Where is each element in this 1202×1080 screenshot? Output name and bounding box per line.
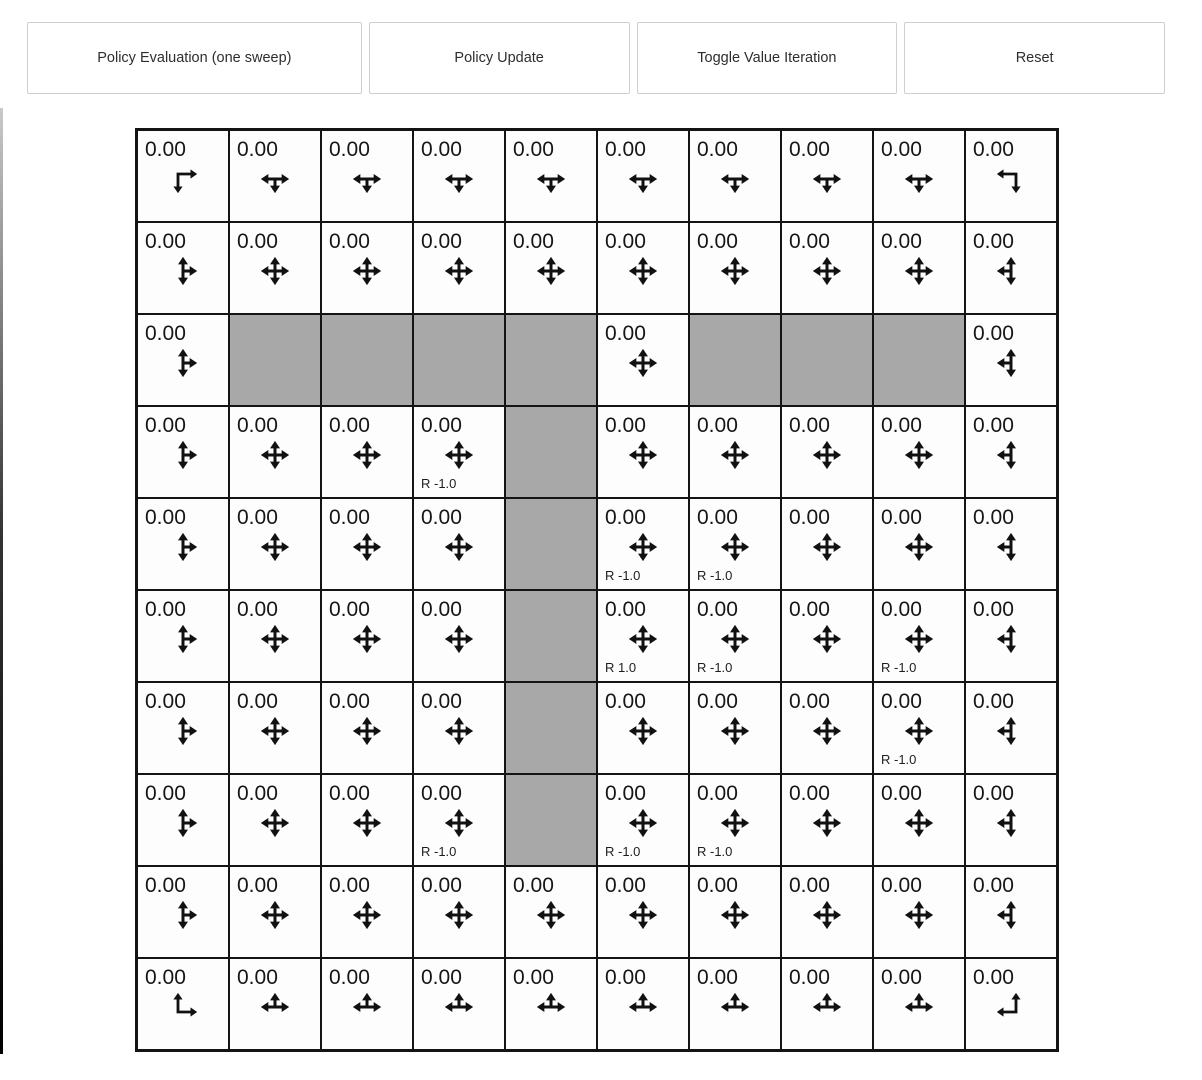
cell-value: 0.00 xyxy=(513,966,554,989)
policy-arrow-icon xyxy=(720,716,750,746)
cell-value: 0.00 xyxy=(881,598,922,621)
policy-arrow-icon xyxy=(536,164,566,194)
cell-value: 0.00 xyxy=(329,690,370,713)
policy-arrow-icon xyxy=(168,992,198,1022)
grid-cell xyxy=(137,314,229,406)
policy-arrow-icon xyxy=(352,440,382,470)
grid-cell xyxy=(781,958,873,1050)
policy-arrow-icon xyxy=(168,808,198,838)
cell-value: 0.00 xyxy=(881,138,922,161)
cell-value: 0.00 xyxy=(421,506,462,529)
cell-value: 0.00 xyxy=(973,598,1014,621)
grid-cell xyxy=(781,406,873,498)
grid-cell xyxy=(137,498,229,590)
grid-cell xyxy=(321,958,413,1050)
grid-cell xyxy=(413,958,505,1050)
cell-value: 0.00 xyxy=(881,966,922,989)
grid-cell xyxy=(689,682,781,774)
cell-value: 0.00 xyxy=(421,782,462,805)
wall-cell xyxy=(505,590,597,682)
grid-cell xyxy=(781,682,873,774)
policy-arrow-icon xyxy=(444,256,474,286)
grid-cell xyxy=(597,406,689,498)
policy-arrow-icon xyxy=(904,624,934,654)
grid-cell xyxy=(413,774,505,866)
policy-arrow-icon xyxy=(996,992,1026,1022)
grid-cell xyxy=(965,774,1057,866)
cell-value: 0.00 xyxy=(697,874,738,897)
cell-value: 0.00 xyxy=(329,874,370,897)
cell-value: 0.00 xyxy=(973,138,1014,161)
grid-cell xyxy=(873,958,965,1050)
cell-value: 0.00 xyxy=(605,138,646,161)
grid-cell xyxy=(597,590,689,682)
policy-arrow-icon xyxy=(720,624,750,654)
grid-cell xyxy=(597,682,689,774)
policy-arrow-icon xyxy=(444,532,474,562)
wall-cell xyxy=(505,774,597,866)
wall-cell xyxy=(505,498,597,590)
policy-arrow-icon xyxy=(812,532,842,562)
cell-value: 0.00 xyxy=(789,874,830,897)
grid-cell xyxy=(597,774,689,866)
wall-cell xyxy=(413,314,505,406)
cell-value: 0.00 xyxy=(697,506,738,529)
grid-cell xyxy=(229,774,321,866)
cell-value: 0.00 xyxy=(145,874,186,897)
policy-arrow-icon xyxy=(720,256,750,286)
cell-value: 0.00 xyxy=(329,782,370,805)
cell-value: 0.00 xyxy=(145,598,186,621)
cell-value: 0.00 xyxy=(973,322,1014,345)
cell-value: 0.00 xyxy=(329,230,370,253)
grid-cell xyxy=(597,314,689,406)
cell-value: 0.00 xyxy=(145,782,186,805)
policy-arrow-icon xyxy=(996,532,1026,562)
cell-value: 0.00 xyxy=(421,690,462,713)
policy-arrow-icon xyxy=(628,716,658,746)
policy-arrow-icon xyxy=(352,164,382,194)
cell-value: 0.00 xyxy=(237,506,278,529)
grid-cell xyxy=(781,130,873,222)
toolbar xyxy=(27,22,1165,94)
cell-value: 0.00 xyxy=(329,506,370,529)
cell-value: 0.00 xyxy=(789,414,830,437)
cell-value: 0.00 xyxy=(973,782,1014,805)
grid-cell xyxy=(229,866,321,958)
policy-arrow-icon xyxy=(444,992,474,1022)
policy-arrow-icon xyxy=(996,440,1026,470)
cell-reward: R -1.0 xyxy=(697,660,733,675)
cell-value: 0.00 xyxy=(421,598,462,621)
policy-arrow-icon xyxy=(444,900,474,930)
policy-arrow-icon xyxy=(168,348,198,378)
policy-arrow-icon xyxy=(260,164,290,194)
cell-value: 0.00 xyxy=(789,138,830,161)
policy-arrow-icon xyxy=(996,256,1026,286)
grid-cell xyxy=(137,130,229,222)
cell-value: 0.00 xyxy=(697,782,738,805)
grid-cell xyxy=(873,866,965,958)
policy-arrow-icon xyxy=(720,440,750,470)
cell-value: 0.00 xyxy=(973,874,1014,897)
grid-cell xyxy=(597,958,689,1050)
cell-value: 0.00 xyxy=(697,598,738,621)
grid-cell xyxy=(505,222,597,314)
gridworld-grid xyxy=(135,128,1059,1052)
grid-cell xyxy=(965,222,1057,314)
cell-value: 0.00 xyxy=(329,598,370,621)
policy-update-button[interactable]: Policy Update xyxy=(369,22,630,94)
policy-arrow-icon xyxy=(168,164,198,194)
grid-cell xyxy=(965,314,1057,406)
grid-cell xyxy=(873,406,965,498)
cell-reward: R -1.0 xyxy=(881,752,917,767)
grid-cell xyxy=(597,498,689,590)
policy-arrow-icon xyxy=(536,992,566,1022)
grid-cell xyxy=(229,958,321,1050)
cell-value: 0.00 xyxy=(697,690,738,713)
grid-cell xyxy=(781,222,873,314)
policy-arrow-icon xyxy=(444,164,474,194)
cell-value: 0.00 xyxy=(237,598,278,621)
grid-cell xyxy=(137,406,229,498)
grid-cell xyxy=(689,590,781,682)
policy-arrow-icon xyxy=(904,900,934,930)
cell-value: 0.00 xyxy=(605,782,646,805)
cell-value: 0.00 xyxy=(881,230,922,253)
reset-button[interactable]: Reset xyxy=(904,22,1165,94)
wall-cell xyxy=(781,314,873,406)
cell-value: 0.00 xyxy=(605,506,646,529)
policy-arrow-icon xyxy=(352,808,382,838)
cell-value: 0.00 xyxy=(237,230,278,253)
policy-arrow-icon xyxy=(260,808,290,838)
policy-arrow-icon xyxy=(444,624,474,654)
policy-arrow-icon xyxy=(904,716,934,746)
policy-arrow-icon xyxy=(720,164,750,194)
policy-arrow-icon xyxy=(812,808,842,838)
cell-value: 0.00 xyxy=(145,230,186,253)
cell-value: 0.00 xyxy=(973,414,1014,437)
cell-value: 0.00 xyxy=(237,690,278,713)
policy-arrow-icon xyxy=(628,624,658,654)
grid-cell xyxy=(965,682,1057,774)
grid-cell xyxy=(321,866,413,958)
policy-arrow-icon xyxy=(260,532,290,562)
cell-value: 0.00 xyxy=(881,506,922,529)
cell-reward: R -1.0 xyxy=(697,568,733,583)
policy-arrow-icon xyxy=(904,808,934,838)
grid-cell xyxy=(965,958,1057,1050)
policy-arrow-icon xyxy=(812,164,842,194)
wall-cell xyxy=(689,314,781,406)
policy-arrow-icon xyxy=(904,256,934,286)
grid-cell xyxy=(597,866,689,958)
policy-arrow-icon xyxy=(444,440,474,470)
policy-arrow-icon xyxy=(260,900,290,930)
cell-value: 0.00 xyxy=(881,874,922,897)
grid-cell xyxy=(689,406,781,498)
grid-cell xyxy=(321,130,413,222)
cell-value: 0.00 xyxy=(789,782,830,805)
cell-value: 0.00 xyxy=(145,322,186,345)
policy-arrow-icon xyxy=(812,256,842,286)
cell-value: 0.00 xyxy=(789,230,830,253)
grid-cell xyxy=(505,866,597,958)
policy-arrow-icon xyxy=(996,900,1026,930)
grid-cell xyxy=(689,222,781,314)
cell-value: 0.00 xyxy=(421,230,462,253)
grid-cell xyxy=(689,774,781,866)
canvas-left-edge xyxy=(0,108,3,1054)
toggle-value-iteration-button[interactable]: Toggle Value Iteration xyxy=(637,22,898,94)
grid-cell xyxy=(229,130,321,222)
grid-cell xyxy=(965,498,1057,590)
grid-cell xyxy=(873,498,965,590)
cell-value: 0.00 xyxy=(237,138,278,161)
cell-value: 0.00 xyxy=(973,506,1014,529)
cell-value: 0.00 xyxy=(329,138,370,161)
policy-arrow-icon xyxy=(812,440,842,470)
grid-cell xyxy=(873,774,965,866)
grid-cell xyxy=(137,682,229,774)
cell-value: 0.00 xyxy=(973,230,1014,253)
grid-cell xyxy=(137,866,229,958)
policy-arrow-icon xyxy=(628,256,658,286)
cell-value: 0.00 xyxy=(237,874,278,897)
policy-arrow-icon xyxy=(536,256,566,286)
cell-value: 0.00 xyxy=(513,138,554,161)
policy-arrow-icon xyxy=(812,624,842,654)
policy-arrow-icon xyxy=(812,900,842,930)
cell-value: 0.00 xyxy=(421,138,462,161)
policy-arrow-icon xyxy=(352,900,382,930)
grid-cell xyxy=(689,866,781,958)
cell-reward: R -1.0 xyxy=(605,844,641,859)
grid-cell xyxy=(229,682,321,774)
cell-value: 0.00 xyxy=(605,966,646,989)
policy-arrow-icon xyxy=(628,900,658,930)
grid-cell xyxy=(781,590,873,682)
policy-arrow-icon xyxy=(352,624,382,654)
grid-cell xyxy=(965,406,1057,498)
grid-cell xyxy=(781,866,873,958)
grid-cell xyxy=(505,130,597,222)
cell-value: 0.00 xyxy=(145,138,186,161)
grid-cell xyxy=(413,406,505,498)
grid-cell xyxy=(597,222,689,314)
grid-cell xyxy=(873,682,965,774)
policy-arrow-icon xyxy=(996,164,1026,194)
grid-cell xyxy=(413,498,505,590)
policy-arrow-icon xyxy=(996,716,1026,746)
policy-arrow-icon xyxy=(904,532,934,562)
wall-cell xyxy=(321,314,413,406)
grid-cell xyxy=(229,498,321,590)
cell-value: 0.00 xyxy=(605,322,646,345)
cell-value: 0.00 xyxy=(145,414,186,437)
cell-value: 0.00 xyxy=(881,414,922,437)
policy-arrow-icon xyxy=(812,992,842,1022)
policy-arrow-icon xyxy=(996,624,1026,654)
cell-value: 0.00 xyxy=(789,690,830,713)
cell-value: 0.00 xyxy=(973,690,1014,713)
grid-cell xyxy=(321,222,413,314)
policy-arrow-icon xyxy=(260,716,290,746)
policy-arrow-icon xyxy=(444,716,474,746)
policy-arrow-icon xyxy=(168,532,198,562)
policy-arrow-icon xyxy=(444,808,474,838)
cell-reward: R -1.0 xyxy=(881,660,917,675)
policy-arrow-icon xyxy=(904,440,934,470)
policy-arrow-icon xyxy=(720,900,750,930)
cell-value: 0.00 xyxy=(513,874,554,897)
cell-value: 0.00 xyxy=(329,414,370,437)
cell-reward: R -1.0 xyxy=(697,844,733,859)
policy-arrow-icon xyxy=(260,256,290,286)
policy-arrow-icon xyxy=(904,992,934,1022)
cell-reward: R -1.0 xyxy=(421,844,457,859)
grid-cell xyxy=(689,498,781,590)
policy-arrow-icon xyxy=(628,808,658,838)
cell-value: 0.00 xyxy=(421,966,462,989)
cell-value: 0.00 xyxy=(513,230,554,253)
grid-cell xyxy=(413,590,505,682)
cell-value: 0.00 xyxy=(789,506,830,529)
cell-value: 0.00 xyxy=(789,598,830,621)
grid-cell xyxy=(965,590,1057,682)
cell-reward: R -1.0 xyxy=(421,476,457,491)
cell-value: 0.00 xyxy=(973,966,1014,989)
grid-cell xyxy=(321,498,413,590)
policy-arrow-icon xyxy=(260,624,290,654)
grid-cell xyxy=(321,406,413,498)
policy-arrow-icon xyxy=(628,348,658,378)
cell-reward: R 1.0 xyxy=(605,660,637,675)
wall-cell xyxy=(873,314,965,406)
grid-cell xyxy=(873,590,965,682)
grid-cell xyxy=(321,590,413,682)
cell-value: 0.00 xyxy=(237,782,278,805)
cell-value: 0.00 xyxy=(605,690,646,713)
grid-cell xyxy=(505,958,597,1050)
cell-value: 0.00 xyxy=(605,230,646,253)
grid-cell xyxy=(137,774,229,866)
cell-value: 0.00 xyxy=(605,414,646,437)
grid-cell xyxy=(321,682,413,774)
policy-arrow-icon xyxy=(812,716,842,746)
cell-value: 0.00 xyxy=(145,966,186,989)
policy-arrow-icon xyxy=(352,532,382,562)
cell-value: 0.00 xyxy=(697,230,738,253)
grid-cell xyxy=(689,130,781,222)
policy-arrow-icon xyxy=(996,808,1026,838)
cell-value: 0.00 xyxy=(421,874,462,897)
wall-cell xyxy=(505,314,597,406)
policy-arrow-icon xyxy=(260,440,290,470)
policy-arrow-icon xyxy=(168,716,198,746)
policy-arrow-icon xyxy=(536,900,566,930)
policy-evaluation-button[interactable]: Policy Evaluation (one sweep) xyxy=(27,22,362,94)
cell-value: 0.00 xyxy=(605,874,646,897)
policy-arrow-icon xyxy=(720,532,750,562)
grid-cell xyxy=(229,590,321,682)
grid-cell xyxy=(321,774,413,866)
policy-arrow-icon xyxy=(628,992,658,1022)
grid-cell xyxy=(781,774,873,866)
grid-cell xyxy=(413,130,505,222)
grid-cell xyxy=(137,958,229,1050)
policy-arrow-icon xyxy=(168,440,198,470)
wall-cell xyxy=(505,406,597,498)
cell-value: 0.00 xyxy=(329,966,370,989)
policy-arrow-icon xyxy=(628,532,658,562)
policy-arrow-icon xyxy=(260,992,290,1022)
grid-cell xyxy=(781,498,873,590)
cell-value: 0.00 xyxy=(881,690,922,713)
cell-value: 0.00 xyxy=(237,414,278,437)
cell-value: 0.00 xyxy=(421,414,462,437)
grid-cell xyxy=(229,222,321,314)
cell-value: 0.00 xyxy=(145,506,186,529)
grid-cell xyxy=(137,222,229,314)
cell-value: 0.00 xyxy=(697,138,738,161)
cell-value: 0.00 xyxy=(881,782,922,805)
cell-value: 0.00 xyxy=(237,966,278,989)
grid-cell xyxy=(597,130,689,222)
grid-cell xyxy=(229,406,321,498)
grid-cell xyxy=(965,866,1057,958)
cell-value: 0.00 xyxy=(697,966,738,989)
policy-arrow-icon xyxy=(996,348,1026,378)
cell-reward: R -1.0 xyxy=(605,568,641,583)
grid-cell xyxy=(873,222,965,314)
wall-cell xyxy=(229,314,321,406)
cell-value: 0.00 xyxy=(145,690,186,713)
policy-arrow-icon xyxy=(168,900,198,930)
policy-arrow-icon xyxy=(720,992,750,1022)
grid-cell xyxy=(689,958,781,1050)
grid-cell xyxy=(413,866,505,958)
policy-arrow-icon xyxy=(628,440,658,470)
grid-cell xyxy=(137,590,229,682)
grid-cell xyxy=(873,130,965,222)
grid-cell xyxy=(413,222,505,314)
policy-arrow-icon xyxy=(168,624,198,654)
cell-value: 0.00 xyxy=(605,598,646,621)
policy-arrow-icon xyxy=(628,164,658,194)
cell-value: 0.00 xyxy=(789,966,830,989)
cell-value: 0.00 xyxy=(697,414,738,437)
wall-cell xyxy=(505,682,597,774)
grid-cell xyxy=(965,130,1057,222)
policy-arrow-icon xyxy=(168,256,198,286)
policy-arrow-icon xyxy=(352,716,382,746)
policy-arrow-icon xyxy=(904,164,934,194)
policy-arrow-icon xyxy=(352,256,382,286)
grid-cell xyxy=(413,682,505,774)
policy-arrow-icon xyxy=(720,808,750,838)
policy-arrow-icon xyxy=(352,992,382,1022)
